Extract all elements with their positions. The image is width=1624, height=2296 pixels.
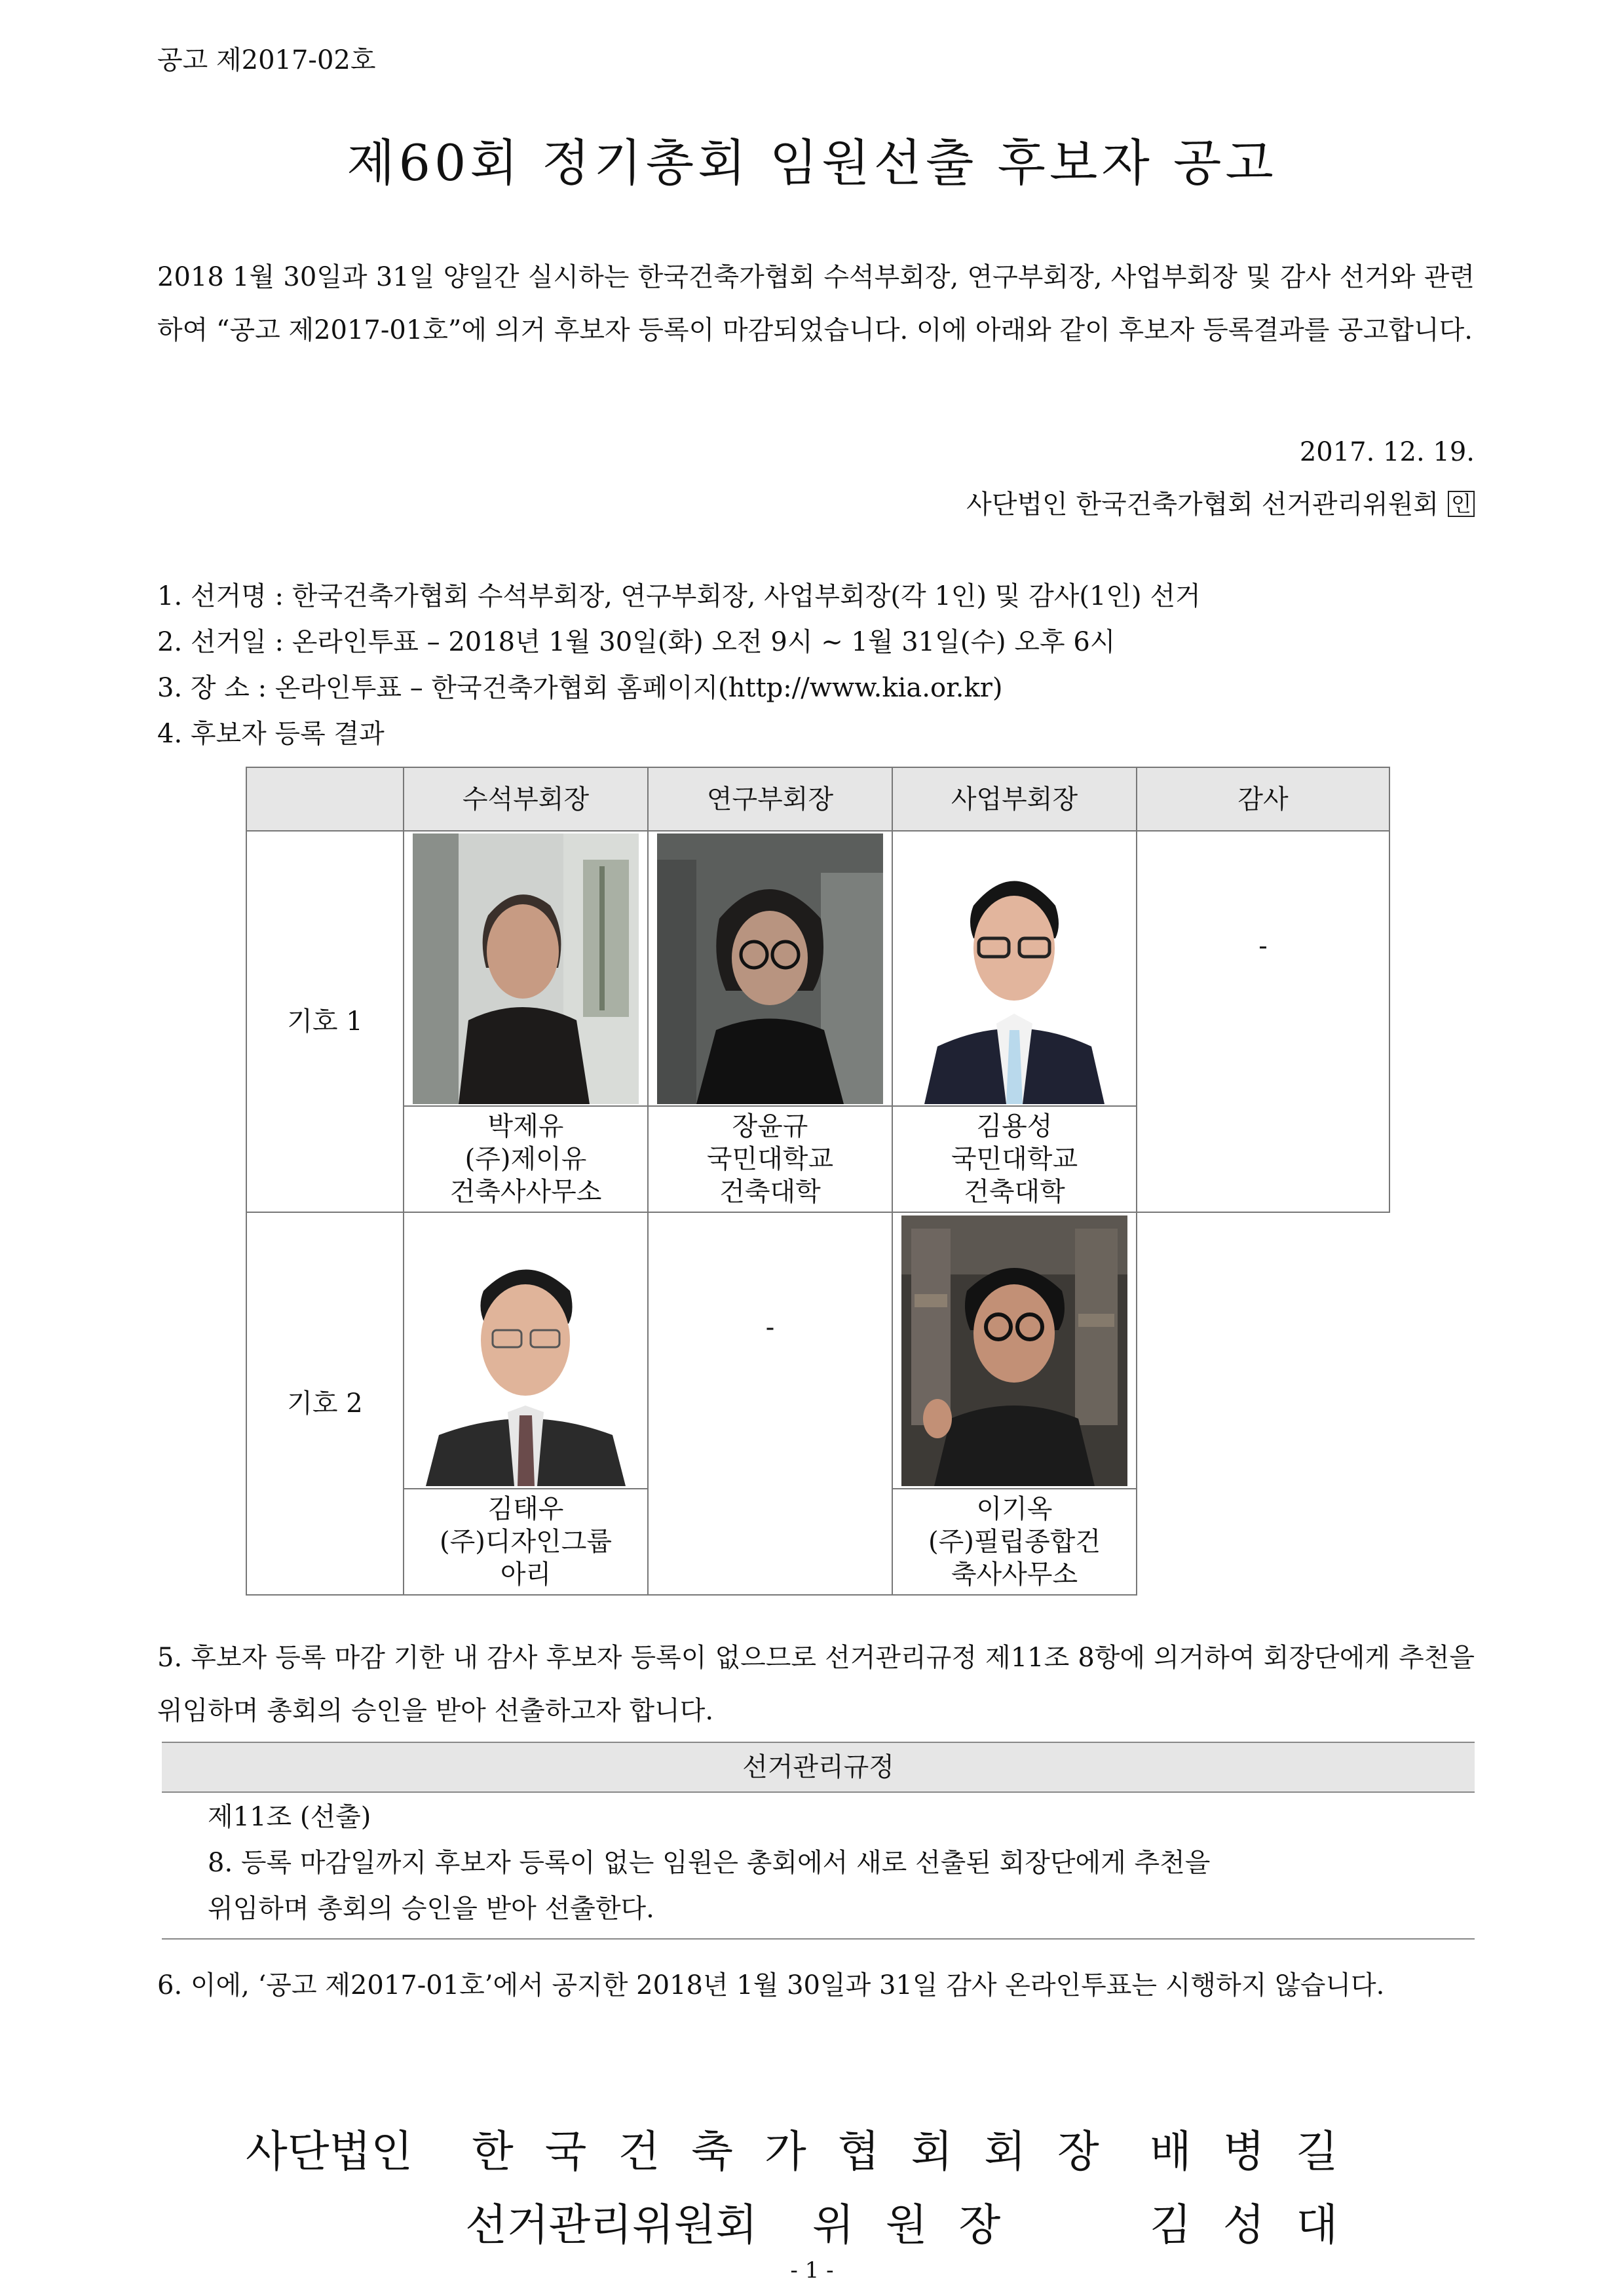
issuer-name: 사단법인 한국건축가협회 선거관리위원회 <box>966 489 1439 520</box>
candidate-photo <box>901 833 1127 1104</box>
photo-cell <box>648 831 892 1106</box>
candidate-org: (주)디자인그룹 <box>439 1527 613 1557</box>
regulation-article: 제11조 (선출) <box>208 1802 371 1832</box>
photo-cell <box>404 1212 648 1489</box>
notice-date: 2017. 12. 19. <box>1299 437 1475 467</box>
item-election-date: 2. 선거일 : 온라인투표 – 2018년 1월 30일(화) 오전 9시 ~ 1월 31일(수) 오후 6시 <box>157 627 1116 657</box>
signature-president-name: 배병길 <box>1150 2126 1370 2177</box>
candidate-org: (주)제이유 <box>464 1144 587 1174</box>
signature-chair-title: 위원장 <box>812 2200 1032 2250</box>
regulation-box <box>162 1742 1475 1940</box>
candidate-info <box>892 1489 1137 1595</box>
candidate-org: 건축대학 <box>719 1177 821 1207</box>
seal-mark: 인 <box>1448 491 1475 517</box>
candidate-name: 이기옥 <box>976 1494 1053 1524</box>
research-vp-candidate-2: - <box>648 1212 892 1595</box>
item-election-name: 1. 선거명 : 한국건축가협회 수석부회장, 연구부회장, 사업부회장(각 1인) 및 감사(1인) 선거 <box>157 581 1201 611</box>
item-results-heading: 4. 후보자 등록 결과 <box>157 719 385 749</box>
regulation-text: 위임하며 총회의 승인을 받아 선출한다. <box>208 1894 654 1924</box>
candidate-photo <box>413 833 639 1104</box>
candidate-org: 건축사사무소 <box>449 1177 602 1207</box>
signature-president-title: 한국건축가협회회장 <box>472 2126 1131 2177</box>
candidate-org: 국민대학교 <box>706 1144 834 1174</box>
item-election-place: 3. 장 소 : 온라인투표 – 한국건축가협회 홈페이지(http://www.kia.or.kr) <box>157 673 1003 703</box>
candidate-number-1: 기호 1 <box>246 831 404 1212</box>
signature-chair-name: 김성대 <box>1150 2200 1370 2250</box>
header-corner <box>246 767 404 831</box>
candidate-org: (주)필립종합건 <box>928 1527 1101 1557</box>
photo-cell <box>892 831 1137 1106</box>
candidate-name: 김태우 <box>487 1494 564 1524</box>
candidate-org: 국민대학교 <box>951 1144 1078 1174</box>
candidate-info <box>648 1106 892 1212</box>
candidate-name: 박제유 <box>487 1111 564 1141</box>
notice-number: 공고 제2017-02호 <box>157 45 376 75</box>
candidate-photo <box>413 1215 639 1486</box>
table-row-candidate-2-photos <box>246 1212 1389 1489</box>
candidate-org: 축사사무소 <box>951 1559 1078 1590</box>
table-header-row <box>246 767 1389 831</box>
candidate-name: 장윤규 <box>732 1111 808 1141</box>
issuer-line <box>721 485 1475 524</box>
header-research-vp: 연구부회장 <box>648 767 892 831</box>
item-vote-cancel: 6. 이에, ‘공고 제2017-01호’에서 공지한 2018년 1월 30일과 31일 감사 온라인투표는 시행하지 않습니다. <box>157 1970 1385 2000</box>
header-business-vp: 사업부회장 <box>892 767 1137 831</box>
header-senior-vp: 수석부회장 <box>404 767 648 831</box>
item-no-auditor: 5. 후보자 등록 마감 기한 내 감사 후보자 등록이 없으므로 선거관리규정 제11조 8항에 의거하여 회장단에게 추천을 위임하며 총회의 승인을 받아 선출하고자 합니다. <box>157 1643 1475 1726</box>
regulation-title: 선거관리규정 <box>162 1742 1475 1793</box>
intro-paragraph: 2018 1월 30일과 31일 양일간 실시하는 한국건축가협회 수석부회장, 연구부회장, 사업부회장 및 감사 선거와 관련하여 “공고 제2017-01호”에 의거 후보자 등록이 마감되었습니다. 이에 아래와 같이 후보자 등록결과를 공고합니다. <box>157 262 1475 345</box>
candidate-name: 김용성 <box>976 1111 1053 1141</box>
page-title: 제60회 정기총회 임원선출 후보자 공고 <box>347 134 1277 192</box>
table-row-candidate-1-photos <box>246 831 1389 1106</box>
photo-cell <box>404 831 648 1106</box>
auditor-candidate-1: - <box>1137 831 1389 1212</box>
signature-committee: 선거관리위원회 <box>465 2200 758 2250</box>
candidate-photo <box>657 833 883 1104</box>
regulation-body <box>162 1793 1475 1940</box>
header-auditor: 감사 <box>1137 767 1389 831</box>
page-number: - 1 - <box>790 2257 834 2284</box>
candidate-info <box>404 1489 648 1595</box>
candidate-info <box>892 1106 1137 1212</box>
candidate-org: 건축대학 <box>964 1177 1065 1207</box>
signature-org-prefix: 사단법인 <box>246 2126 413 2177</box>
regulation-text: 8. 등록 마감일까지 후보자 등록이 없는 임원은 총회에서 새로 선출된 회장단에게 추천을 <box>208 1848 1211 1878</box>
photo-cell <box>892 1212 1137 1489</box>
candidate-info <box>404 1106 648 1212</box>
candidate-photo <box>901 1215 1127 1486</box>
candidate-table <box>246 767 1390 1596</box>
candidate-org: 아리 <box>500 1559 552 1590</box>
candidate-number-2: 기호 2 <box>246 1212 404 1595</box>
